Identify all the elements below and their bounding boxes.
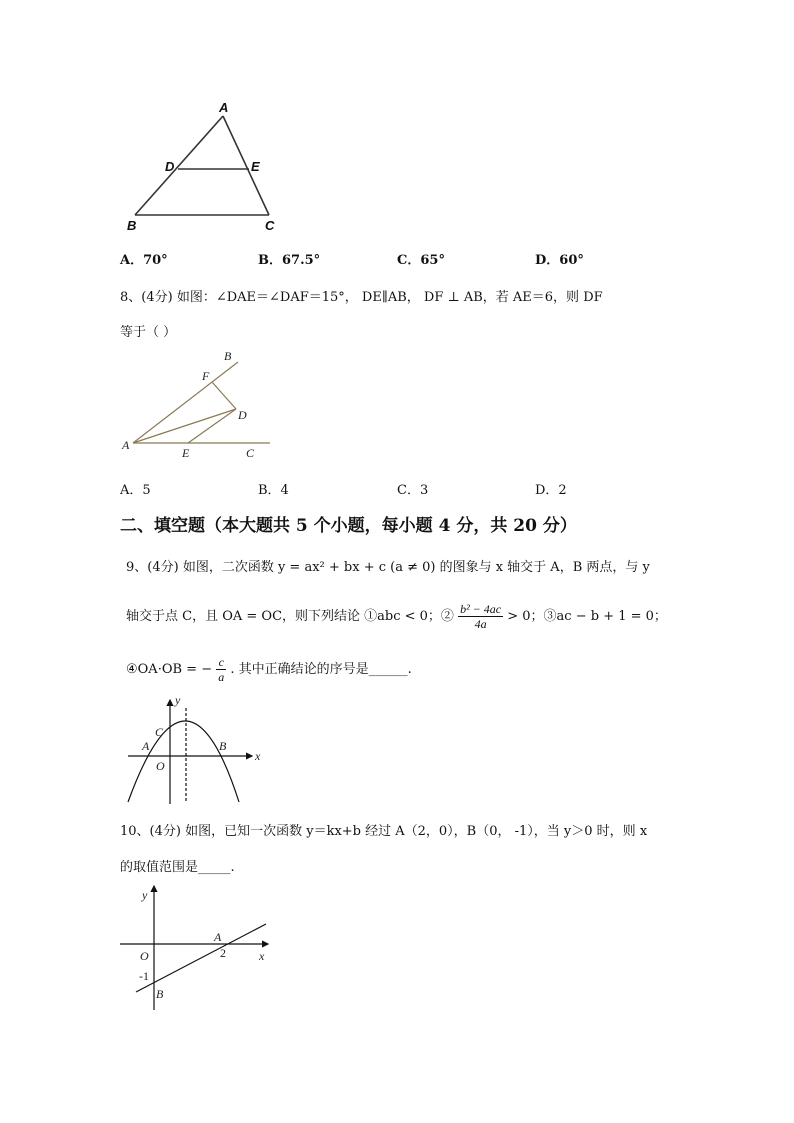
- q7-side-ac: [223, 116, 269, 215]
- q7-side-ab: [135, 116, 223, 215]
- q8-option-c[interactable]: C．3: [397, 483, 429, 498]
- q7-option-d[interactable]: D．60°: [535, 253, 584, 268]
- q7-label-a: A: [219, 100, 229, 115]
- q9-fraction-c-over-a: [216, 655, 226, 684]
- q9-line2-mid: > 0；③ac − b + 1 = 0；: [507, 609, 667, 624]
- q7-triangle-figure: [118, 100, 288, 240]
- q9-fraction-discriminant-num: b² − 4ac: [460, 602, 502, 616]
- q9-fraction-c-num: c: [216, 655, 226, 670]
- q7-label-b: B: [127, 218, 137, 233]
- q9-label-o: O: [156, 759, 165, 773]
- q8-option-d[interactable]: D．2: [535, 483, 567, 498]
- q10-label-a: A: [214, 930, 222, 944]
- q10-linear-figure: [118, 882, 278, 1014]
- q9-line2: [126, 602, 667, 631]
- q8-label-d: D: [238, 408, 247, 422]
- q10-line2: 的取值范围是_____.: [120, 860, 235, 875]
- q10-label-minus-one: -1: [139, 969, 149, 983]
- q8-angle-figure: [118, 348, 278, 460]
- q8-stem-line1: 8、(4分) 如图：∠DAE＝∠DAF＝15°， DE∥AB， DF ⊥ AB，若 AE＝6，则 DF: [120, 290, 603, 305]
- q9-label-a: A: [142, 739, 150, 753]
- q9-fraction-discriminant: [458, 602, 503, 631]
- q8-label-e: E: [182, 446, 190, 460]
- q7-label-d: D: [165, 159, 175, 174]
- q7-label-c: C: [265, 218, 275, 233]
- q10-label-b: B: [156, 987, 164, 1001]
- q10-label-two: 2: [220, 946, 226, 960]
- q8-label-f: F: [202, 369, 210, 383]
- q9-label-b: B: [219, 739, 227, 753]
- q9-label-x: x: [255, 749, 261, 763]
- q7-option-c[interactable]: C．65°: [397, 253, 445, 268]
- q9-line3-prefix: ④OA·OB = −: [126, 662, 213, 677]
- q8-option-b[interactable]: B．4: [258, 483, 289, 498]
- q8-segment-ad: [133, 409, 236, 443]
- q7-option-a[interactable]: A．70°: [120, 253, 168, 268]
- q8-segment-de: [188, 409, 236, 443]
- q8-label-a: A: [122, 438, 130, 452]
- q8-label-c: C: [246, 446, 255, 460]
- q9-fraction-discriminant-den: 4a: [474, 617, 487, 631]
- q9-line3-suffix: . 其中正确结论的序号是______.: [230, 662, 412, 677]
- q8-segment-df: [212, 382, 236, 409]
- q10-line1: 10、(4分) 如图，已知一次函数 y＝kx+b 经过 A（2，0），B（0， -1），当 y＞0 时，则 x: [120, 824, 648, 839]
- q9-label-c: C: [155, 725, 164, 739]
- q8-option-a[interactable]: A．5: [120, 483, 151, 498]
- q9-fraction-a-den: a: [218, 670, 225, 684]
- q9-label-y: y: [175, 693, 181, 707]
- q8-stem-line2: 等于（ ）: [120, 325, 177, 340]
- q9-line1: 9、(4分) 如图，二次函数 y = ax² + bx + c (a ≠ 0) 的图象与 x 轴交于 A，B 两点，与 y: [126, 560, 650, 575]
- q8-label-b: B: [224, 349, 232, 363]
- q9-parabola-curve: [128, 721, 239, 802]
- q10-label-y: y: [142, 888, 148, 902]
- q7-option-b[interactable]: B．67.5°: [258, 253, 321, 268]
- q8-ray-ab: [133, 362, 238, 443]
- q10-label-x: x: [259, 949, 265, 963]
- section-2-title: 二、填空题（本大题共 5 个小题，每小题 4 分，共 20 分）: [120, 516, 577, 536]
- q9-line3: [126, 655, 412, 684]
- q7-label-e: E: [251, 159, 260, 174]
- q9-parabola-figure: [120, 690, 270, 808]
- q9-line2-prefix: 轴交于点 C，且 OA = OC，则下列结论 ①abc < 0；②: [126, 609, 454, 624]
- q10-line-ab: [136, 924, 266, 992]
- q10-label-o: O: [140, 949, 149, 963]
